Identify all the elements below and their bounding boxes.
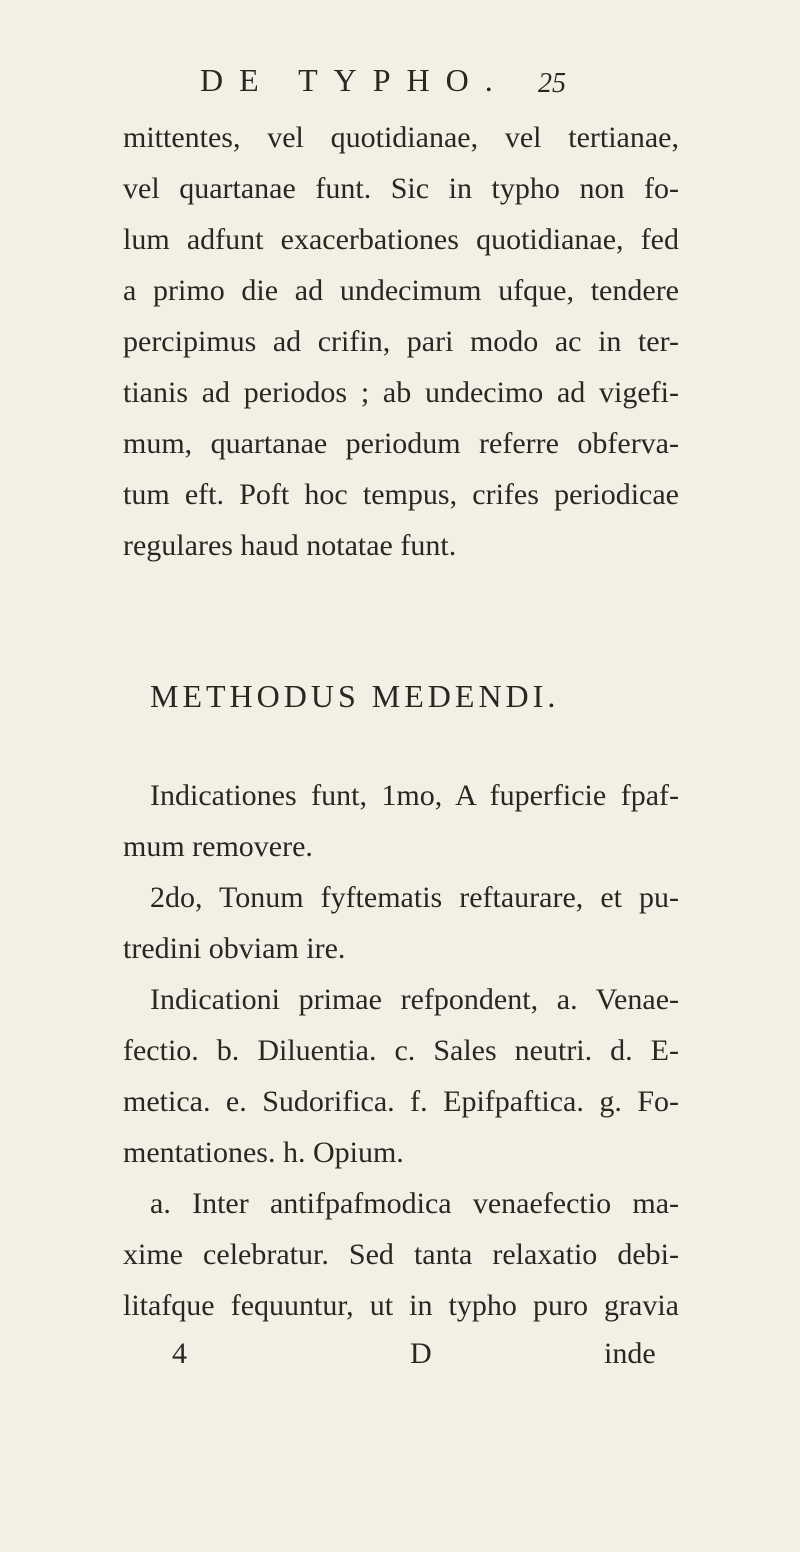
- running-head: DE TYPHO.: [200, 62, 509, 98]
- text-line: a. Inter antifpafmodica venaefectio ma-: [150, 1187, 679, 1220]
- text-line: tum eft. Poft hoc tempus, crifes periodicae: [123, 478, 679, 511]
- text-line: Indicationes funt, 1mo, A fuperficie fpaf-: [150, 779, 679, 812]
- text-line: mum removere.: [123, 830, 313, 863]
- text-line: tredini obviam ire.: [123, 932, 346, 965]
- text-line: fectio. b. Diluentia. c. Sales neutri. d. E-: [123, 1034, 679, 1067]
- text-line: a primo die ad undecimum ufque, tendere: [123, 274, 679, 307]
- signature-number: 4: [172, 1337, 187, 1370]
- text-line: litafque fequuntur, ut in typho puro gravia: [123, 1289, 679, 1322]
- text-line: tianis ad periodos ; ab undecimo ad vigefi-: [123, 376, 679, 409]
- signature-letter: D: [410, 1337, 432, 1370]
- section-heading: METHODUS MEDENDI.: [150, 678, 560, 714]
- text-line: mittentes, vel quotidianae, vel tertianae,: [123, 121, 679, 154]
- text-line: lum adfunt exacerbationes quotidianae, fed: [123, 223, 679, 256]
- text-line: mum, quartanae periodum referre obferva-: [123, 427, 679, 460]
- text-line: regulares haud notatae funt.: [123, 529, 457, 562]
- text-line: metica. e. Sudorifica. f. Epifpaftica. g. Fo-: [123, 1085, 679, 1118]
- text-line: Indicationi primae refpondent, a. Venae-: [150, 983, 679, 1016]
- text-line: xime celebratur. Sed tanta relaxatio debi-: [123, 1238, 679, 1271]
- page-number: 25: [538, 68, 566, 99]
- catchword: inde: [604, 1337, 656, 1370]
- text-line: mentationes. h. Opium.: [123, 1136, 404, 1169]
- text-line: percipimus ad crifin, pari modo ac in ter-: [123, 325, 679, 358]
- text-line: vel quartanae funt. Sic in typho non fo-: [123, 172, 679, 205]
- text-line: 2do, Tonum fyftematis reftaurare, et pu-: [150, 881, 679, 914]
- page-header: [200, 62, 600, 102]
